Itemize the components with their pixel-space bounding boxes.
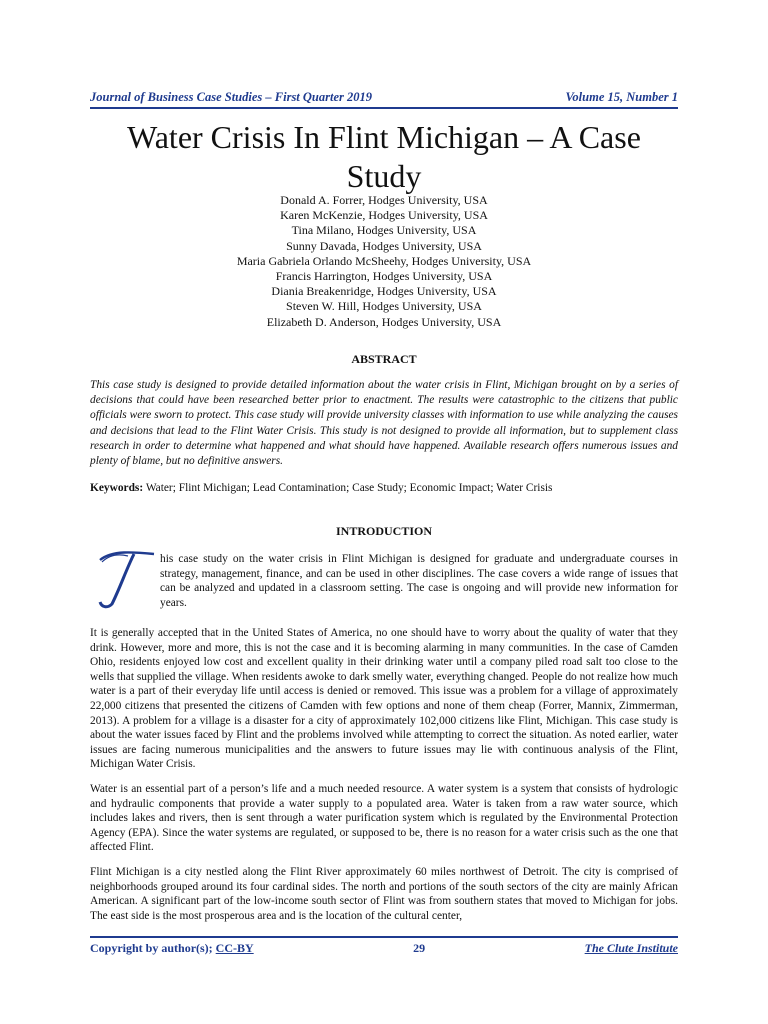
copyright-notice — [90, 941, 254, 956]
author-list — [90, 193, 678, 330]
author-line: Elizabeth D. Anderson, Hodges University, USA — [266, 314, 502, 329]
intro-paragraph-3: Water is an essential part of a person’s life and a much needed resource. A water system is a system that consists of hydrologic and hydraulic components that provide a water supply to a populated area. Water is taken from a raw water source, which includes lakes and rivers, then is sent through a water purification system which is regulated by the Environmental Protection Agency (EPA). Since the water systems are regulated, or supposed to be, there is no reason for a water crisis such as the one that affected Flint. — [90, 783, 678, 854]
publisher-link[interactable]: The Clute Institute — [584, 941, 678, 955]
journal-name: Journal of Business Case Studies – First Quarter 2019 — [90, 90, 373, 104]
abstract-text: This case study is designed to provide detailed information about the water crisis in Flint, Michigan brought on by a series of decisions that could have been researched better prior to enactment. The results were catastrophic to the citizens that public officials were sworn to protect. This case study will provide university classes with information to use while analyzing the causes and decisions that lead to the Flint Water Crisis. This study is not designed to provide all information, but to supplement class research in order to determine what happened and what should have happened. Available research offers numerous issues and plenty of blame, but no definitive answers. — [90, 379, 678, 468]
author-line: Steven W. Hill, Hodges University, USA — [286, 299, 482, 314]
author-line: Francis Harrington, Hodges University, USA — [275, 269, 493, 284]
keywords — [90, 481, 678, 496]
intro-paragraph-2: It is generally accepted that in the United States of America, no one should have to worry about the quality of water that they drink. However, more and more, this is not the case and it is becoming alarming in many communities. In the case of Camden Ohio, residents enjoyed low cost and excellent quality in their drinking water until a company piled road salt too close to the wells that supplied the village. When residents awoke to dark smelly water, everything changed. People do not realize how much water is a part of their everyday life until access is denied or removed. This issue was a problem for a village of approximately 22,000 citizens that presented the citizens of Camden with few options and none of them cheap (Forrer, Mannix, Zimmerman, 2013). A problem for a village is a disaster for a city of approximately 102,000 citizens like Flint, Michigan. This case study is about the water issues faced by Flint and the problems involved while attempting to correct the situation. As noted earlier, water issues are facing numerous municipalities and the answers to future issues may lie with continuous analysis of the Flint, Michigan Water Crisis. — [90, 627, 678, 771]
intro-paragraph-1 — [90, 552, 678, 610]
license-link[interactable]: CC-BY — [215, 941, 254, 955]
abstract-heading: ABSTRACT — [351, 352, 417, 366]
paper-title: Water Crisis In Flint Michigan – A Case Study — [127, 119, 641, 194]
copyright-text: Copyright by author(s); — [90, 941, 213, 955]
intro-paragraph-4: Flint Michigan is a city nestled along the Flint River approximately 60 miles northwest of Detroit. The city is comprised of neighborhoods grouped around its four cardinal sides. The north and portions of the south sectors of the city are mainly African American. A significant part of the low-income south sector of Flint was from southern states that moved to Michigan for jobs. The east side is the most prosperous area and is the location of the cultural center, — [90, 866, 678, 922]
author-line: Sunny Davada, Hodges University, USA — [286, 238, 482, 253]
keywords-text: Water; Flint Michigan; Lead Contamination; Case Study; Economic Impact; Water Crisis — [145, 482, 553, 494]
introduction-heading: INTRODUCTION — [335, 524, 432, 538]
keywords-label: Keywords: — [90, 482, 144, 494]
drop-cap-t-icon — [90, 548, 160, 610]
running-header — [90, 90, 678, 109]
volume-number: Volume 15, Number 1 — [565, 90, 678, 104]
author-line: Maria Gabriela Orlando McSheehy, Hodges University, USA — [236, 253, 532, 268]
author-line: Karen McKenzie, Hodges University, USA — [280, 208, 488, 223]
author-line: Diania Breakenridge, Hodges University, USA — [271, 284, 497, 299]
author-line: Donald A. Forrer, Hodges University, USA — [280, 193, 488, 207]
page-number: 29 — [413, 941, 426, 955]
page-footer — [90, 936, 678, 956]
drop-cap — [90, 548, 156, 604]
author-line: Tina Milano, Hodges University, USA — [291, 223, 477, 238]
intro-paragraph-1-text: his case study on the water crisis in Flint Michigan is designed for graduate and undergraduate courses in strategy, management, finance, and can be used in other disciplines. The case covers a wide range of issues that can be analyzed and updated in a classroom setting. The case is ongoing and will provide new information for years. — [160, 553, 678, 609]
